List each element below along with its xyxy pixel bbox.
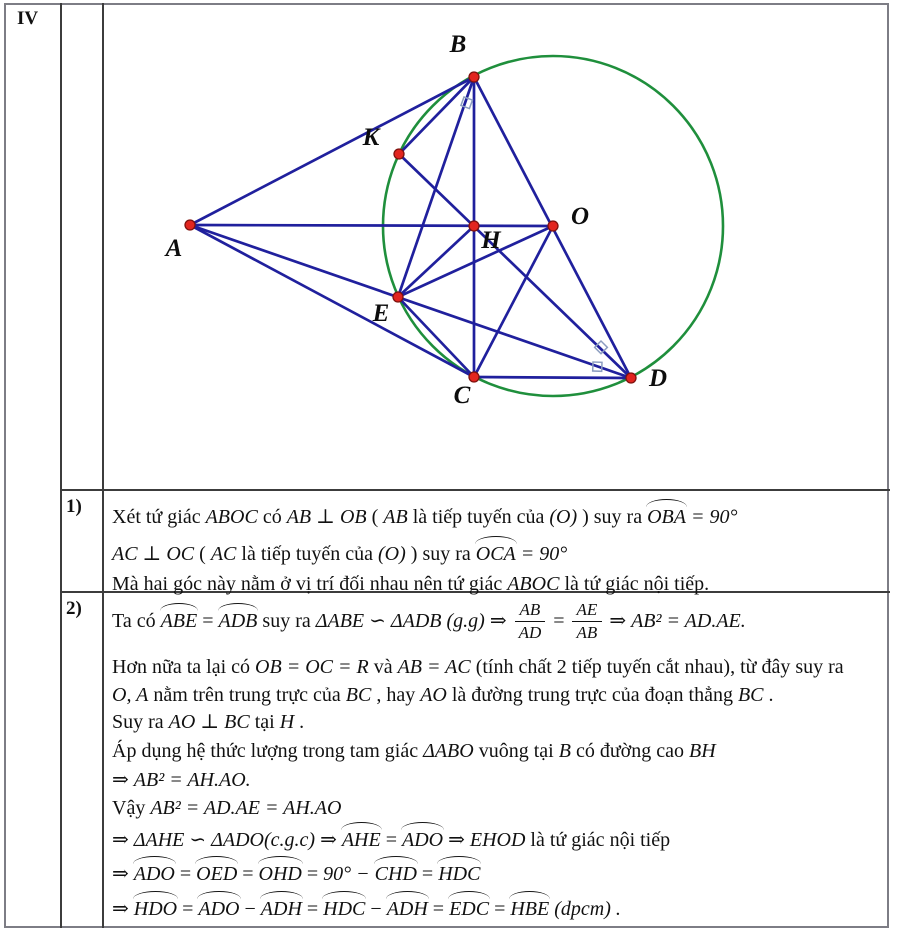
angle-arc-notation: ADO (198, 898, 240, 920)
angle-arc-notation: ADO (402, 829, 444, 851)
point-O (548, 221, 558, 231)
solution-line: Vậy AB² = AD.AE = AH.AO (112, 797, 342, 819)
solution-line: Suy ra AO ⊥ BC tại H . (112, 711, 305, 733)
solution-part-2-text (112, 593, 884, 921)
point-A (185, 220, 195, 230)
point-E (393, 292, 403, 302)
solution-line: AC ⊥ OC ( AC là tiếp tuyến của (O) ) suy ra OCA = 90° (112, 543, 568, 565)
solution-line: Áp dụng hệ thức lượng trong tam giác ΔABO vuông tại B có đường cao BH (112, 740, 716, 762)
angle-arc-notation: ADH (260, 898, 302, 920)
solution-line: ⇒ ADO = OED = OHD = 90° − CHD = HDC (112, 863, 481, 885)
right-angle-mark-0 (461, 97, 473, 109)
point-D (626, 373, 636, 383)
part-1-label: 1) (66, 496, 82, 517)
solution-line: Xét tứ giác ABOC có AB ⊥ OB ( AB là tiếp tuyến của (O) ) suy ra OBA = 90° (112, 506, 738, 528)
angle-arc-notation: ADH (386, 898, 428, 920)
point-C (469, 372, 479, 382)
label-B: B (449, 31, 467, 58)
angle-arc-notation: HDC (438, 863, 481, 885)
angle-arc-notation: ABE (160, 610, 198, 632)
angle-arc-notation: HDC (323, 898, 366, 920)
label-K: K (362, 124, 380, 151)
point-H (469, 221, 479, 231)
label-C: C (453, 382, 471, 409)
angle-arc-notation: ADB (218, 610, 258, 632)
segment-C-D (474, 377, 631, 378)
angle-arc-notation: OCA (475, 543, 516, 565)
segment-B-K (399, 77, 474, 154)
angle-arc-notation: ADO (133, 863, 175, 885)
solution-line: ⇒ AB² = AH.AO. (112, 769, 251, 791)
point-B (469, 72, 479, 82)
point-K (394, 149, 404, 159)
part-2-label: 2) (66, 598, 82, 619)
fraction: $\frac{AB}{AD}$ (514, 600, 547, 642)
table-row-divider-1 (60, 489, 890, 491)
angle-arc-notation: OBA (647, 506, 686, 528)
angle-arc-notation: CHD (374, 863, 417, 885)
segment-A-C (190, 225, 474, 377)
angle-arc-notation: OED (196, 863, 238, 885)
segment-D-K (399, 154, 631, 378)
label-D: D (648, 365, 668, 392)
label-A: A (165, 235, 183, 262)
label-H: H (481, 227, 501, 254)
solution-line: Hơn nữa ta lại có OB = OC = R và AB = AC (tính chất 2 tiếp tuyến cắt nhau), từ đây suy ra (112, 656, 844, 678)
segment-A-D (190, 225, 631, 378)
solution-line: Mà hai góc này nằm ở vị trí đối nhau nên tứ giác ABOC là tứ giác nội tiếp. (112, 573, 710, 595)
label-E: E (372, 300, 390, 327)
angle-arc-notation: AHE (341, 829, 381, 851)
solution-line: ⇒ HDO = ADO − ADH = HDC − ADH = EDC = HBE (dpcm) . (112, 898, 621, 920)
angle-arc-notation: HBE (510, 898, 550, 920)
segment-E-O (398, 226, 553, 297)
angle-arc-notation: EDC (449, 898, 490, 920)
solution-part-1-text (112, 492, 884, 596)
solution-line: O, A nằm trên trung trực của BC , hay AO là đường trung trực của đoạn thẳng BC . (112, 684, 774, 706)
solution-line: ⇒ ΔAHE ∽ ΔADO(c.g.c) ⇒ AHE = ADO ⇒ EHOD là tứ giác nội tiếp (112, 829, 671, 851)
angle-arc-notation: OHD (258, 863, 302, 885)
fraction: $\frac{AE}{AB}$ (572, 600, 603, 642)
solution-line: Ta có ABE = ADB suy ra ΔABE ∽ ΔADB (g.g) ⇒ $\frac{AB}{AD}$ = $\frac{AE}{AB}$ ⇒ AB² = AD.AE. (112, 599, 746, 642)
angle-arc-notation: HDO (133, 898, 178, 920)
segment-A-O (190, 225, 553, 226)
section-label: IV (17, 8, 39, 29)
label-O: O (570, 203, 590, 230)
